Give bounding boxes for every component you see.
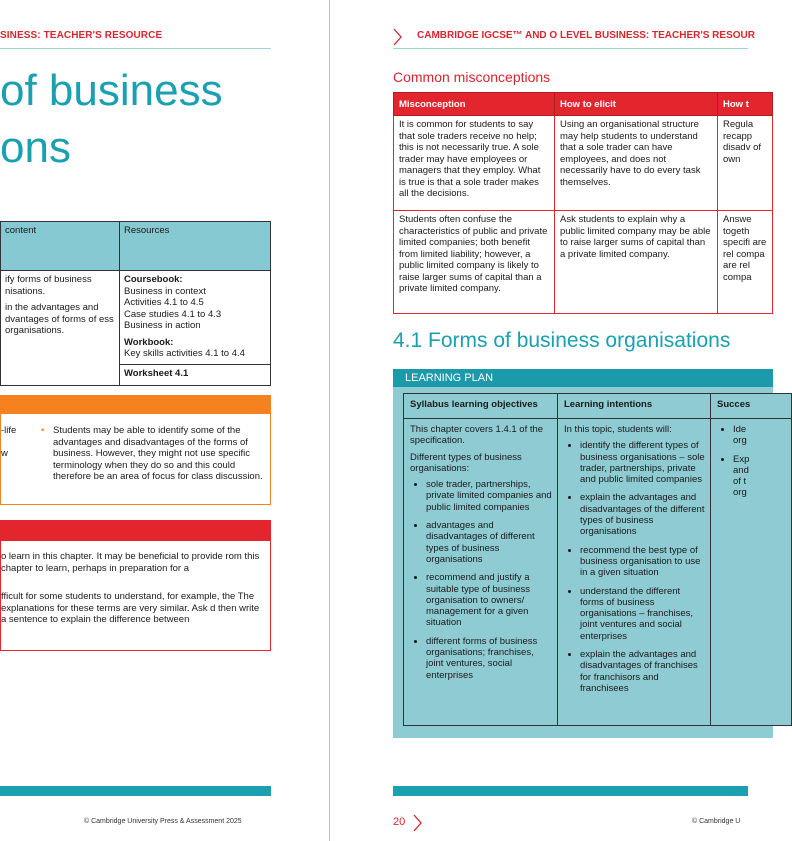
list-item: • understand the different forms of business organisations – franchises, joint ventures and social enterprises [580, 586, 705, 642]
copyright: © Cambridge University Press & Assessment 2025 [84, 818, 242, 825]
copyright: © Cambridge U [692, 818, 741, 825]
objectives-column [403, 393, 558, 726]
content-header: content [1, 222, 120, 271]
success-header: Succes [711, 394, 791, 419]
red-paragraph-1: o learn in this chapter. It may be beneficial to provide rom this chapter to learn, perhaps in preparation for a [1, 551, 260, 574]
learning-plan-label: LEARNING PLAN [405, 372, 494, 384]
red-paragraph-2: fficult for some students to understand, for example, the The explanations for these terms are very similar. Ask d then write a sentence to explain the difference between [1, 591, 260, 625]
misconceptions-title: Common misconceptions [393, 69, 551, 85]
list-item: • recommend and justify a suitable type of business organisation to owners/ management for a given situation [426, 572, 552, 628]
table-cell: It is common for students to say that sole traders receive no help; this is not necessarily true. A sole trader may have employees or managers that they employ. What is true is that a sole trader makes all the decisions. [394, 116, 555, 211]
bullet-dot: • [41, 425, 45, 436]
intentions-intro: In this topic, students will: [564, 424, 672, 435]
list-item: • explain the advantages and disadvantages of the different types of business organisations [580, 492, 705, 537]
objectives-intro: Different types of business organisations: [410, 451, 522, 474]
coursebook-item: Business in context [124, 285, 206, 297]
table-cell: Using an organisational structure may help students to understand that a sole trader can have employees, and does not necessarily have to do every task themselves. [555, 116, 718, 211]
table-cell: Answe togeth specifi are rel compa are rel compa [718, 211, 773, 314]
content-cell-2: in the advantages and dvantages of forms of ess organisations. [5, 302, 114, 336]
chapter-title-line-2: ons [0, 123, 71, 172]
header-rule [393, 48, 748, 49]
coursebook-item: Case studies 4.1 to 4.3 [124, 308, 222, 320]
list-item: • different forms of business organisations; franchises, joint ventures, social enterprises [426, 636, 552, 681]
list-item: • advantages and disadvantages of different types of business organisations [426, 520, 552, 565]
plan-table [0, 221, 271, 386]
chapter-title-line-1: of business [0, 66, 223, 115]
page-gutter [329, 0, 330, 841]
misconception-header: Misconception [394, 93, 555, 116]
list-item: • sole trader, partnerships, private limited companies and public limited companies [426, 479, 552, 513]
prior-knowledge-box [0, 395, 271, 505]
success-column [710, 393, 792, 726]
prior-knowledge-bar [1, 396, 270, 414]
objectives-intro: This chapter covers 1.4.1 of the specification. [410, 424, 544, 447]
intentions-column [557, 393, 711, 726]
learning-plan [393, 369, 773, 738]
orange-left-fragment: w [1, 448, 8, 459]
worksheet-label: Worksheet 4.1 [120, 364, 270, 380]
workbook-label: Workbook: [124, 336, 174, 348]
table-cell: Regula recapp disadv of own [718, 116, 773, 211]
intentions-header: Learning intentions [558, 394, 711, 419]
coursebook-label: Coursebook: [124, 274, 183, 285]
key-words-box [0, 520, 271, 651]
list-item: • Ide org [733, 424, 747, 447]
list-item: • recommend the best type of business organisation to use in a given situation [580, 545, 705, 579]
table-cell: Ask students to explain why a public limited company may be able to raise larger sums of capital than a private limited company. [555, 211, 718, 314]
workbook-item: Key skills activities 4.1 to 4.4 [124, 348, 245, 359]
section-title: 4.1 Forms of business organisations [393, 329, 731, 352]
list-item: • identify the different types of business organisations – sole trader, partnerships, private and public limited companies [580, 440, 705, 485]
header-rule [0, 48, 271, 49]
coursebook-item: Activities 4.1 to 4.5 [124, 297, 204, 308]
running-header: CAMBRIDGE IGCSE™ AND O LEVEL BUSINESS: TEACHER'S RESOUR [417, 30, 755, 41]
orange-bullet-text: Students may be able to identify some of the advantages and disadvantages of the forms of business. However, they might not use specific terminology when they do so and this could therefore be an area of focus for class discussion. [53, 425, 263, 482]
table-cell: Students often confuse the characteristics of public and private limited companies; both benefit from limited liability; however, a public limited company is likely to raise larger sums of capital than a private limited company. [394, 211, 555, 314]
resources-header: Resources [120, 222, 271, 271]
running-header: SINESS: TEACHER'S RESOURCE [0, 30, 163, 41]
address-header: How t [718, 93, 773, 116]
objectives-header: Syllabus learning objectives [404, 394, 558, 419]
chevron-right-icon [392, 27, 404, 47]
misconceptions-table [393, 92, 773, 314]
list-item: • Exp and of t org [733, 454, 747, 499]
chevron-right-icon [412, 813, 424, 833]
list-item: • explain the advantages and disadvantages of franchises for franchisors and franchisees [580, 649, 705, 694]
page-number: 20 [393, 816, 406, 828]
elicit-header: How to elicit [555, 93, 718, 116]
footer-bar [0, 786, 271, 796]
coursebook-item: Business in action [124, 320, 201, 331]
key-words-bar [1, 521, 270, 541]
content-cell-1: ify forms of business nisations. [5, 274, 92, 297]
orange-left-fragment: -life [1, 425, 17, 436]
learning-plan-bar [393, 369, 773, 387]
footer-bar [393, 786, 748, 796]
